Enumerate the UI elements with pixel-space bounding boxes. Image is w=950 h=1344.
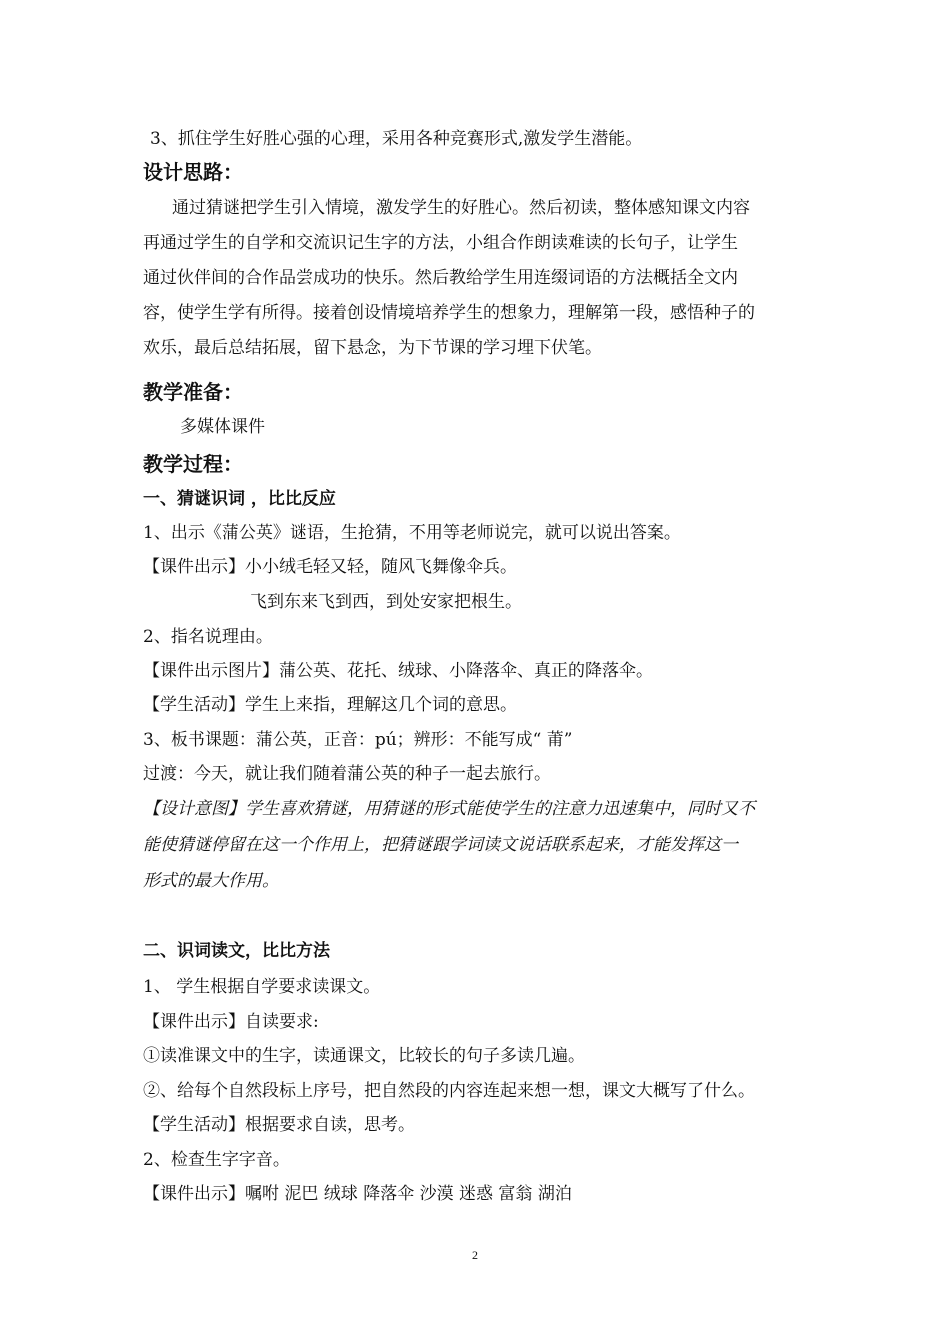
transition-line: 过渡：今天，就让我们随着蒲公英的种子一起去旅行。 xyxy=(143,764,551,784)
activity-line: 【学生活动】根据要求自读，思考。 xyxy=(143,1115,415,1135)
courseware-line: 【课件出示】自读要求: xyxy=(143,1012,319,1032)
step-line: 2、检查生字字音。 xyxy=(143,1150,290,1170)
design-intent-line: 形式的最大作用。 xyxy=(143,871,279,891)
process-heading: 教学过程： xyxy=(143,452,243,476)
step-line: 1、出示《蒲公英》谜语，生抢猜，不用等老师说完，就可以说出答案。 xyxy=(143,523,681,543)
requirement-line: ②、给每个自然段标上序号，把自然段的内容连起来想一想，课文大概写了什么。 xyxy=(143,1081,755,1101)
requirement-line: ①读准课文中的生字，读通课文，比较长的句子多读几遍。 xyxy=(143,1046,585,1066)
design-intent-line: 能使猜谜停留在这一个作用上，把猜谜跟学词读文说话联系起来，才能发挥这一 xyxy=(143,835,738,855)
goal-item-3: 3、抓住学生好胜心强的心理，采用各种竞赛形式,激发学生潜能。 xyxy=(150,129,643,149)
prep-item: 多媒体课件 xyxy=(180,417,265,437)
activity-line: 【学生活动】学生上来指，理解这几个词的意思。 xyxy=(143,695,517,715)
step-line: 1、 学生根据自学要求读课文。 xyxy=(143,977,381,997)
section-1-heading: 一、猜谜识词 ，比比反应 xyxy=(143,489,336,509)
page-number: 2 xyxy=(472,1248,478,1262)
courseware-line: 【课件出示】嘱咐 泥巴 绒球 降落伞 沙漠 迷惑 富翁 湖泊 xyxy=(143,1184,572,1204)
design-paragraph-line: 通过猜谜把学生引入情境，激发学生的好胜心。然后初读，整体感知课文内容 xyxy=(172,198,750,218)
design-paragraph-line: 欢乐，最后总结拓展，留下悬念，为下节课的学习埋下伏笔。 xyxy=(143,338,602,358)
design-heading: 设计思路： xyxy=(143,160,243,184)
step-line: 3、板书课题：蒲公英，正音：pú；辨形：不能写成“ 莆” xyxy=(143,730,573,750)
design-paragraph-line: 容，使学生学有所得。接着创设情境培养学生的想象力，理解第一段，感悟种子的 xyxy=(143,303,755,323)
courseware-line: 【课件出示图片】蒲公英、花托、绒球、小降落伞、真正的降落伞。 xyxy=(143,661,653,681)
design-paragraph-line: 通过伙伴间的合作品尝成功的快乐。然后教给学生用连缀词语的方法概括全文内 xyxy=(143,268,738,288)
design-paragraph-line: 再通过学生的自学和交流识记生字的方法，小组合作朗读难读的长句子，让学生 xyxy=(143,233,738,253)
step-line: 2、指名说理由。 xyxy=(143,627,273,647)
courseware-line: 【课件出示】小小绒毛轻又轻，随风飞舞像伞兵。 xyxy=(143,557,517,577)
section-2-heading: 二、识词读文，比比方法 xyxy=(143,941,330,961)
prep-heading: 教学准备： xyxy=(143,380,243,404)
design-intent-line: 【设计意图】学生喜欢猜谜，用猜谜的形式能使学生的注意力迅速集中，同时又不 xyxy=(143,799,755,819)
riddle-line: 飞到东来飞到西，到处安家把根生。 xyxy=(250,592,522,612)
